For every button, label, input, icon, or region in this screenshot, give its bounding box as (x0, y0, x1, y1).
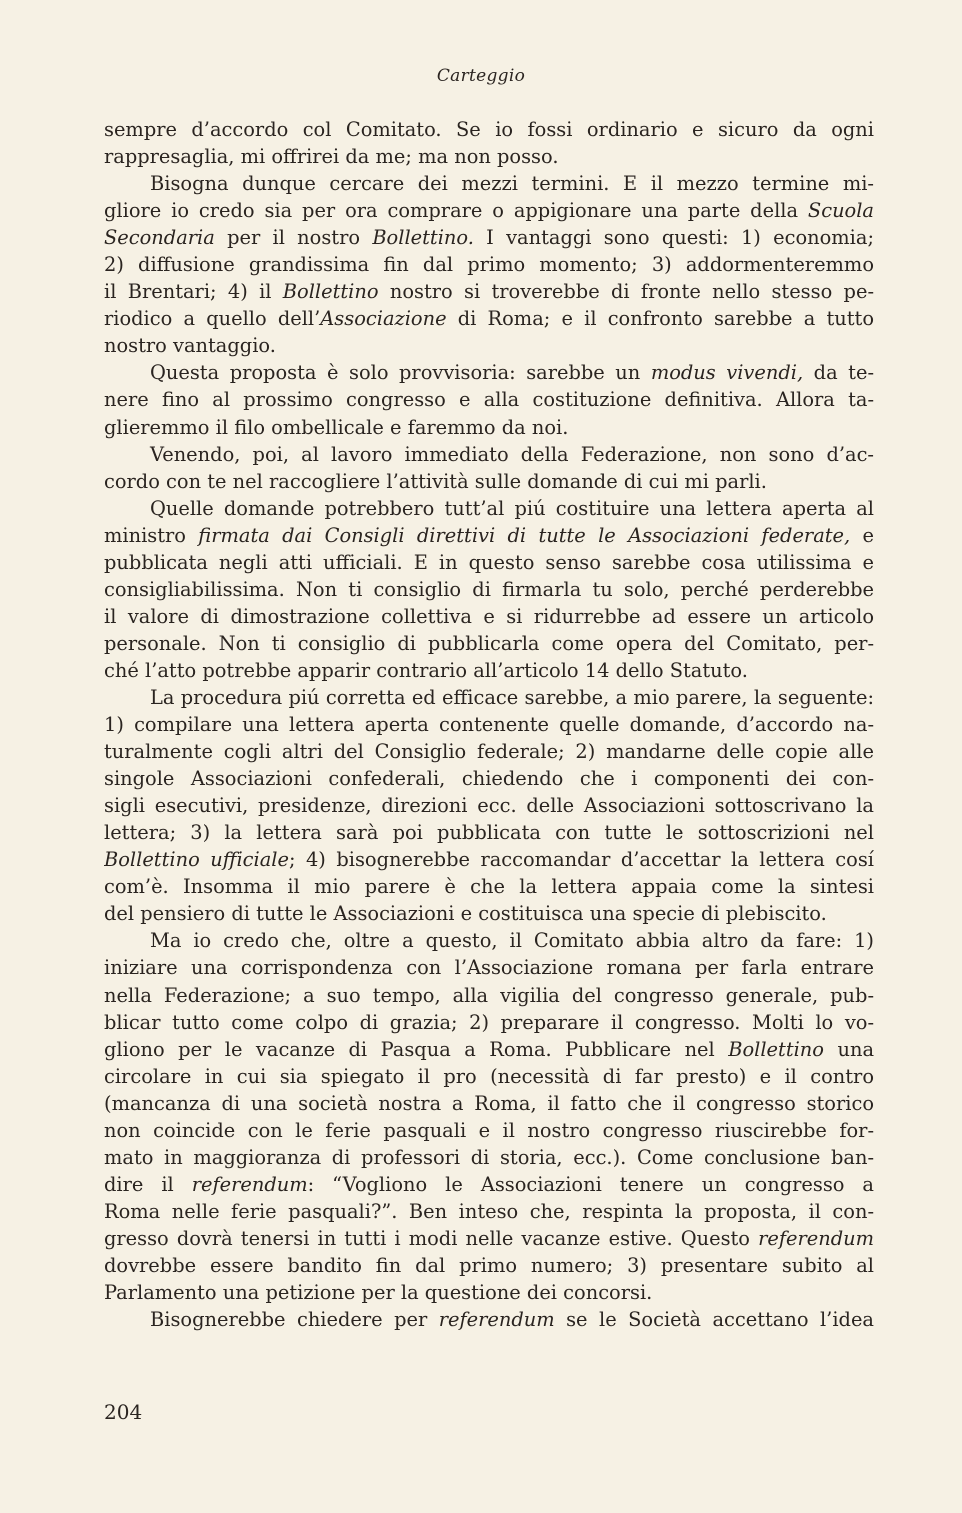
text-line (104, 1090, 874, 1117)
text-segment: del pensiero di tutte le Associazioni e costituisca una specie di plebiscito. (104, 902, 827, 926)
text-segment: 2) diffusione grandissima fin dal primo momento; 3) addormenteremmo (104, 253, 874, 277)
text-segment: gliono per le vacanze di Pasqua a Roma. Pubblicare nel (104, 1037, 729, 1061)
text-segment: circolare in cui sia spiegato il pro (necessità di far presto) e il contro (104, 1064, 874, 1088)
italic-text: referendum (191, 1172, 308, 1196)
text-segment: Ma io credo che, oltre a questo, il Comitato abbia altro da fare: 1) (150, 929, 874, 953)
text-line (104, 224, 874, 251)
text-segment: non coincide con le ferie pasquali e il nostro congresso riuscirebbe for- (104, 1118, 874, 1142)
text-segment: e (850, 523, 874, 547)
text-segment: lettera; 3) la lettera sarà poi pubblicata con tutte le sottoscrizioni nel (104, 821, 874, 845)
italic-text: Bollettino (282, 280, 379, 304)
text-line (104, 1198, 874, 1225)
text-line (104, 1063, 874, 1090)
text-segment: nere fino al prossimo congresso e alla costituzione definitiva. Allora ta- (104, 388, 874, 412)
text-line (104, 1009, 874, 1036)
text-segment: dovrebbe essere bandito fin dal primo numero; 3) presentare subito al (104, 1253, 874, 1277)
text-segment: riodico a quello dell’ (104, 307, 321, 331)
text-segment: pubblicata negli atti ufficiali. E in questo senso sarebbe cosa utilissima e (104, 550, 874, 574)
text-segment: 1) compilare una lettera aperta contenente quelle domande, d’accordo na- (104, 713, 874, 737)
text-segment: rappresaglia, mi offrirei da me; ma non posso. (104, 145, 559, 169)
text-line (104, 441, 874, 468)
text-segment: Bisognerebbe chiedere per (150, 1308, 439, 1332)
text-segment: glieremmo il filo ombellicale e faremmo da noi. (104, 415, 569, 439)
text-segment: gresso dovrà tenersi in tutti i modi nelle vacanze estive. Questo (104, 1226, 759, 1250)
text-line (104, 1144, 874, 1171)
text-line (104, 1171, 874, 1198)
italic-text: firmata dai Consigli direttivi di tutte le Associazioni federate, (198, 523, 851, 547)
text-segment: mato in maggioranza di professori di storia, ecc.). Come conclusione ban- (104, 1145, 874, 1169)
text-line (104, 170, 874, 197)
text-segment: Parlamento una petizione per la questione dei concorsi. (104, 1281, 653, 1305)
text-line (104, 684, 874, 711)
text-segment: Venendo, poi, al lavoro immediato della Federazione, non sono d’ac- (150, 442, 874, 466)
text-segment: Bisogna dunque cercare dei mezzi termini. E il mezzo termine mi- (150, 172, 874, 196)
text-line (104, 1117, 874, 1144)
text-segment: se le Società accettano l’idea (554, 1308, 874, 1332)
body-text (104, 116, 874, 1333)
text-line (104, 116, 874, 143)
text-segment: turalmente cogli altri del Consiglio federale; 2) mandarne delle copie alle (104, 740, 874, 764)
text-line (104, 305, 874, 332)
text-segment: ché l’atto potrebbe apparir contrario all’articolo 14 dello Statuto. (104, 658, 748, 682)
text-line (104, 251, 874, 278)
text-line (104, 522, 874, 549)
italic-text: modus vivendi, (650, 361, 804, 385)
text-segment: consigliabilissima. Non ti consiglio di firmarla tu solo, perché perderebbe (104, 577, 874, 601)
italic-text: Associazione (320, 307, 447, 331)
text-segment: ; 4) bisognerebbe raccomandar d’accettar la lettera cosí (288, 848, 874, 872)
text-line (104, 576, 874, 603)
text-line (104, 1036, 874, 1063)
text-segment: Quelle domande potrebbero tutt’al piú costituire una lettera aperta al (150, 496, 874, 520)
text-segment: : “Vogliono le Associazioni tenere un congresso a (307, 1172, 874, 1196)
text-segment: nostro si troverebbe di fronte nello stesso pe- (378, 280, 874, 304)
text-segment: il Brentari; 4) il (104, 280, 283, 304)
text-line (104, 630, 874, 657)
text-line (104, 1252, 874, 1279)
text-line (104, 982, 874, 1009)
text-segment: da te- (803, 361, 874, 385)
italic-text: Secondaria (104, 226, 215, 250)
text-segment: ministro (104, 523, 199, 547)
text-line (104, 792, 874, 819)
text-line (104, 900, 874, 927)
running-head: Carteggio (436, 66, 526, 86)
italic-text: referendum (438, 1308, 555, 1332)
italic-text: Bollettino (728, 1037, 824, 1061)
text-segment: nella Federazione; a suo tempo, alla vigilia del congresso generale, pub- (104, 983, 874, 1007)
italic-text: Bollettino. (372, 226, 474, 250)
text-line (104, 495, 874, 522)
text-line (104, 414, 874, 441)
text-line (104, 954, 874, 981)
text-segment: dire il (104, 1172, 192, 1196)
text-segment: singole Associazioni confederali, chiedendo che i componenti dei con- (104, 767, 874, 791)
text-line (104, 711, 874, 738)
text-segment: per il nostro (214, 226, 373, 250)
text-line (104, 873, 874, 900)
text-segment: il valore di dimostrazione collettiva e si ridurrebbe ad essere un articolo (104, 604, 874, 628)
text-line (104, 819, 874, 846)
text-line (104, 359, 874, 386)
text-segment: gliore io credo sia per ora comprare o appigionare una parte della (104, 199, 808, 223)
text-segment: nostro vantaggio. (104, 334, 276, 358)
text-segment: com’è. Insomma il mio parere è che la lettera appaia come la sintesi (104, 875, 874, 899)
text-line (104, 1306, 874, 1333)
text-segment: iniziare una corrispondenza con l’Associazione romana per farla entrare (104, 956, 874, 980)
text-line (104, 332, 874, 359)
text-segment: sempre d’accordo col Comitato. Se io fossi ordinario e sicuro da ogni (104, 118, 874, 141)
text-line (104, 143, 874, 170)
text-segment: cordo con te nel raccogliere l’attività sulle domande di cui mi parli. (104, 469, 767, 493)
text-line (104, 278, 874, 305)
text-line (104, 765, 874, 792)
italic-text: referendum (758, 1226, 874, 1250)
text-line (104, 197, 874, 224)
text-segment: blicar tutto come colpo di grazia; 2) preparare il congresso. Molti lo vo- (104, 1010, 874, 1034)
text-segment: La procedura piú corretta ed efficace sarebbe, a mio parere, la seguente: (150, 685, 874, 709)
text-line (104, 738, 874, 765)
text-line (104, 657, 874, 684)
text-segment: una (823, 1037, 874, 1061)
text-segment: Questa proposta è solo provvisoria: sarebbe un (150, 361, 651, 385)
text-line (104, 549, 874, 576)
text-line (104, 468, 874, 495)
text-line (104, 1279, 874, 1306)
text-line (104, 386, 874, 413)
text-line (104, 603, 874, 630)
text-segment: Roma nelle ferie pasquali?”. Ben inteso che, respinta la proposta, il con- (104, 1199, 874, 1223)
italic-text: Bollettino ufficiale (104, 848, 289, 872)
italic-text: Scuola (807, 199, 874, 223)
text-segment: di Roma; e il confronto sarebbe a tutto (446, 307, 874, 331)
text-line (104, 846, 874, 873)
text-line (104, 1225, 874, 1252)
page-number: 204 (104, 1400, 143, 1424)
text-segment: (mancanza di una società nostra a Roma, il fatto che il congresso storico (104, 1091, 874, 1115)
text-segment: personale. Non ti consiglio di pubblicarla come opera del Comitato, per- (104, 631, 874, 655)
text-segment: I vantaggi sono questi: 1) economia; (473, 226, 874, 250)
text-line (104, 927, 874, 954)
text-segment: sigli esecutivi, presidenze, direzioni ecc. delle Associazioni sottoscrivano la (104, 794, 874, 818)
